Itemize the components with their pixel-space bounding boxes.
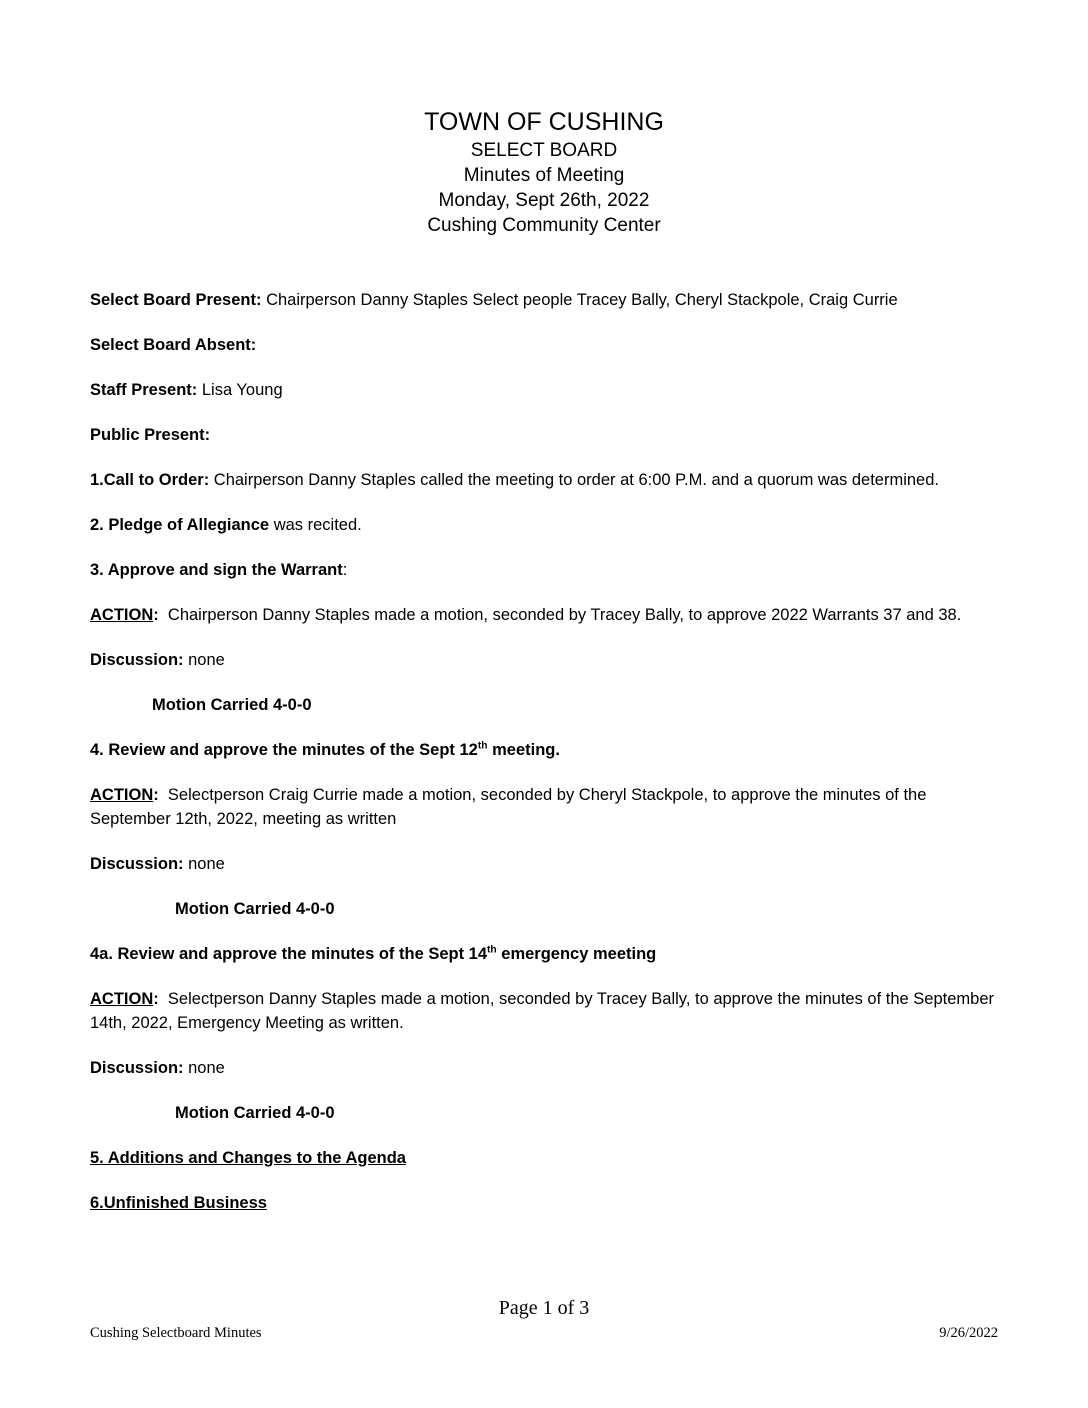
item-unfinished-heading-text: 6.Unfinished Business (90, 1194, 267, 1212)
minutes-sept12-motion-carried: Motion Carried 4-0-0 (175, 900, 335, 918)
warrant-action (90, 603, 998, 627)
item-warrant-heading-text: 3. Approve and sign the Warrant (90, 561, 343, 579)
item-minutes-sept12-heading (90, 738, 998, 762)
minutes-sept12-action (90, 783, 998, 831)
attendees-present (90, 288, 998, 312)
attendees-present-label: Select Board Present: (90, 291, 262, 309)
attendees-absent (90, 333, 998, 357)
footer-doc-label: Cushing Selectboard Minutes (90, 1325, 262, 1341)
item-unfinished-heading (90, 1191, 998, 1215)
item-warrant-heading (90, 558, 998, 582)
item-pledge (90, 513, 998, 537)
minutes-sept14-action-colon: : (153, 990, 159, 1008)
document-subtitle-location: Cushing Community Center (427, 215, 661, 236)
warrant-action-colon: : (153, 606, 159, 624)
attendees-absent-label: Select Board Absent: (90, 336, 257, 354)
document-subtitle-minutes: Minutes of Meeting (463, 165, 625, 186)
item-additions-heading-text: 5. Additions and Changes to the Agenda (90, 1149, 406, 1167)
footer-date: 9/26/2022 (939, 1325, 998, 1341)
warrant-action-text: Chairperson Danny Staples made a motion, seconded by Tracey Bally, to approve 2022 Warrants 37 and 38. (158, 606, 962, 624)
page-footer (90, 1324, 998, 1342)
minutes-sept14-action-text: Selectperson Danny Staples made a motion, seconded by Tracey Bally, to approve the minutes of the September 14th, 2022, Emergency Meeting as written. (90, 990, 999, 1032)
attendees-present-text: Chairperson Danny Staples Select people Tracey Bally, Cheryl Stackpole, Craig Currie (261, 291, 898, 309)
minutes-sept14-action-label: ACTION (90, 990, 154, 1008)
minutes-sept12-discussion-text: none (183, 855, 225, 873)
minutes-sept14-heading-sup: th (487, 944, 497, 956)
document-body (90, 288, 998, 1215)
minutes-sept14-action (90, 987, 998, 1035)
warrant-discussion (90, 648, 998, 672)
minutes-sept14-discussion (90, 1056, 998, 1080)
item-call-to-order-label: 1.Call to Order: (90, 471, 210, 489)
minutes-sept14-heading-pre: 4a. Review and approve the minutes of the Sept 14 (90, 945, 488, 963)
attendees-public (90, 423, 998, 447)
item-warrant-heading-colon: : (342, 561, 348, 579)
minutes-sept12-action-text: Selectperson Craig Currie made a motion, seconded by Cheryl Stackpole, to approve the minutes of the September 12th, 2022, meeting as written (90, 786, 932, 828)
item-call-to-order-text: Chairperson Danny Staples called the meeting to order at 6:00 P.M. and a quorum was determined. (209, 471, 939, 489)
document-title: TOWN OF CUSHING (424, 108, 664, 136)
warrant-action-label: ACTION (90, 606, 154, 624)
minutes-sept12-heading-post: meeting. (487, 741, 560, 759)
attendees-public-label: Public Present: (90, 426, 211, 444)
minutes-sept12-discussion (90, 852, 998, 876)
minutes-sept12-heading-pre: 4. Review and approve the minutes of the Sept 12 (90, 741, 478, 759)
item-pledge-label: 2. Pledge of Allegiance (90, 516, 270, 534)
minutes-sept12-heading-sup: th (477, 740, 488, 752)
minutes-sept12-discussion-label: Discussion: (90, 855, 184, 873)
minutes-sept14-motion-carried: Motion Carried 4-0-0 (175, 1104, 335, 1122)
item-minutes-sept14-heading (90, 942, 998, 966)
warrant-discussion-text: none (183, 651, 225, 669)
attendees-staff (90, 378, 998, 402)
item-call-to-order (90, 468, 998, 492)
document-subtitle-board: SELECT BOARD (470, 140, 618, 161)
minutes-sept14-discussion-label: Discussion: (90, 1059, 184, 1077)
item-pledge-text: was recited. (269, 516, 362, 534)
warrant-motion-carried: Motion Carried 4-0-0 (152, 696, 312, 714)
document-subtitle-date: Monday, Sept 26th, 2022 (438, 190, 650, 211)
page-number: Page 1 of 3 (498, 1297, 590, 1319)
warrant-discussion-label: Discussion: (90, 651, 184, 669)
minutes-sept12-action-colon: : (153, 786, 159, 804)
attendees-staff-label: Staff Present: (90, 381, 198, 399)
minutes-sept12-action-label: ACTION (90, 786, 154, 804)
minutes-sept14-discussion-text: none (183, 1059, 225, 1077)
minutes-sept14-heading-post: emergency meeting (496, 945, 657, 963)
attendees-staff-text: Lisa Young (197, 381, 283, 399)
item-additions-heading (90, 1146, 998, 1170)
